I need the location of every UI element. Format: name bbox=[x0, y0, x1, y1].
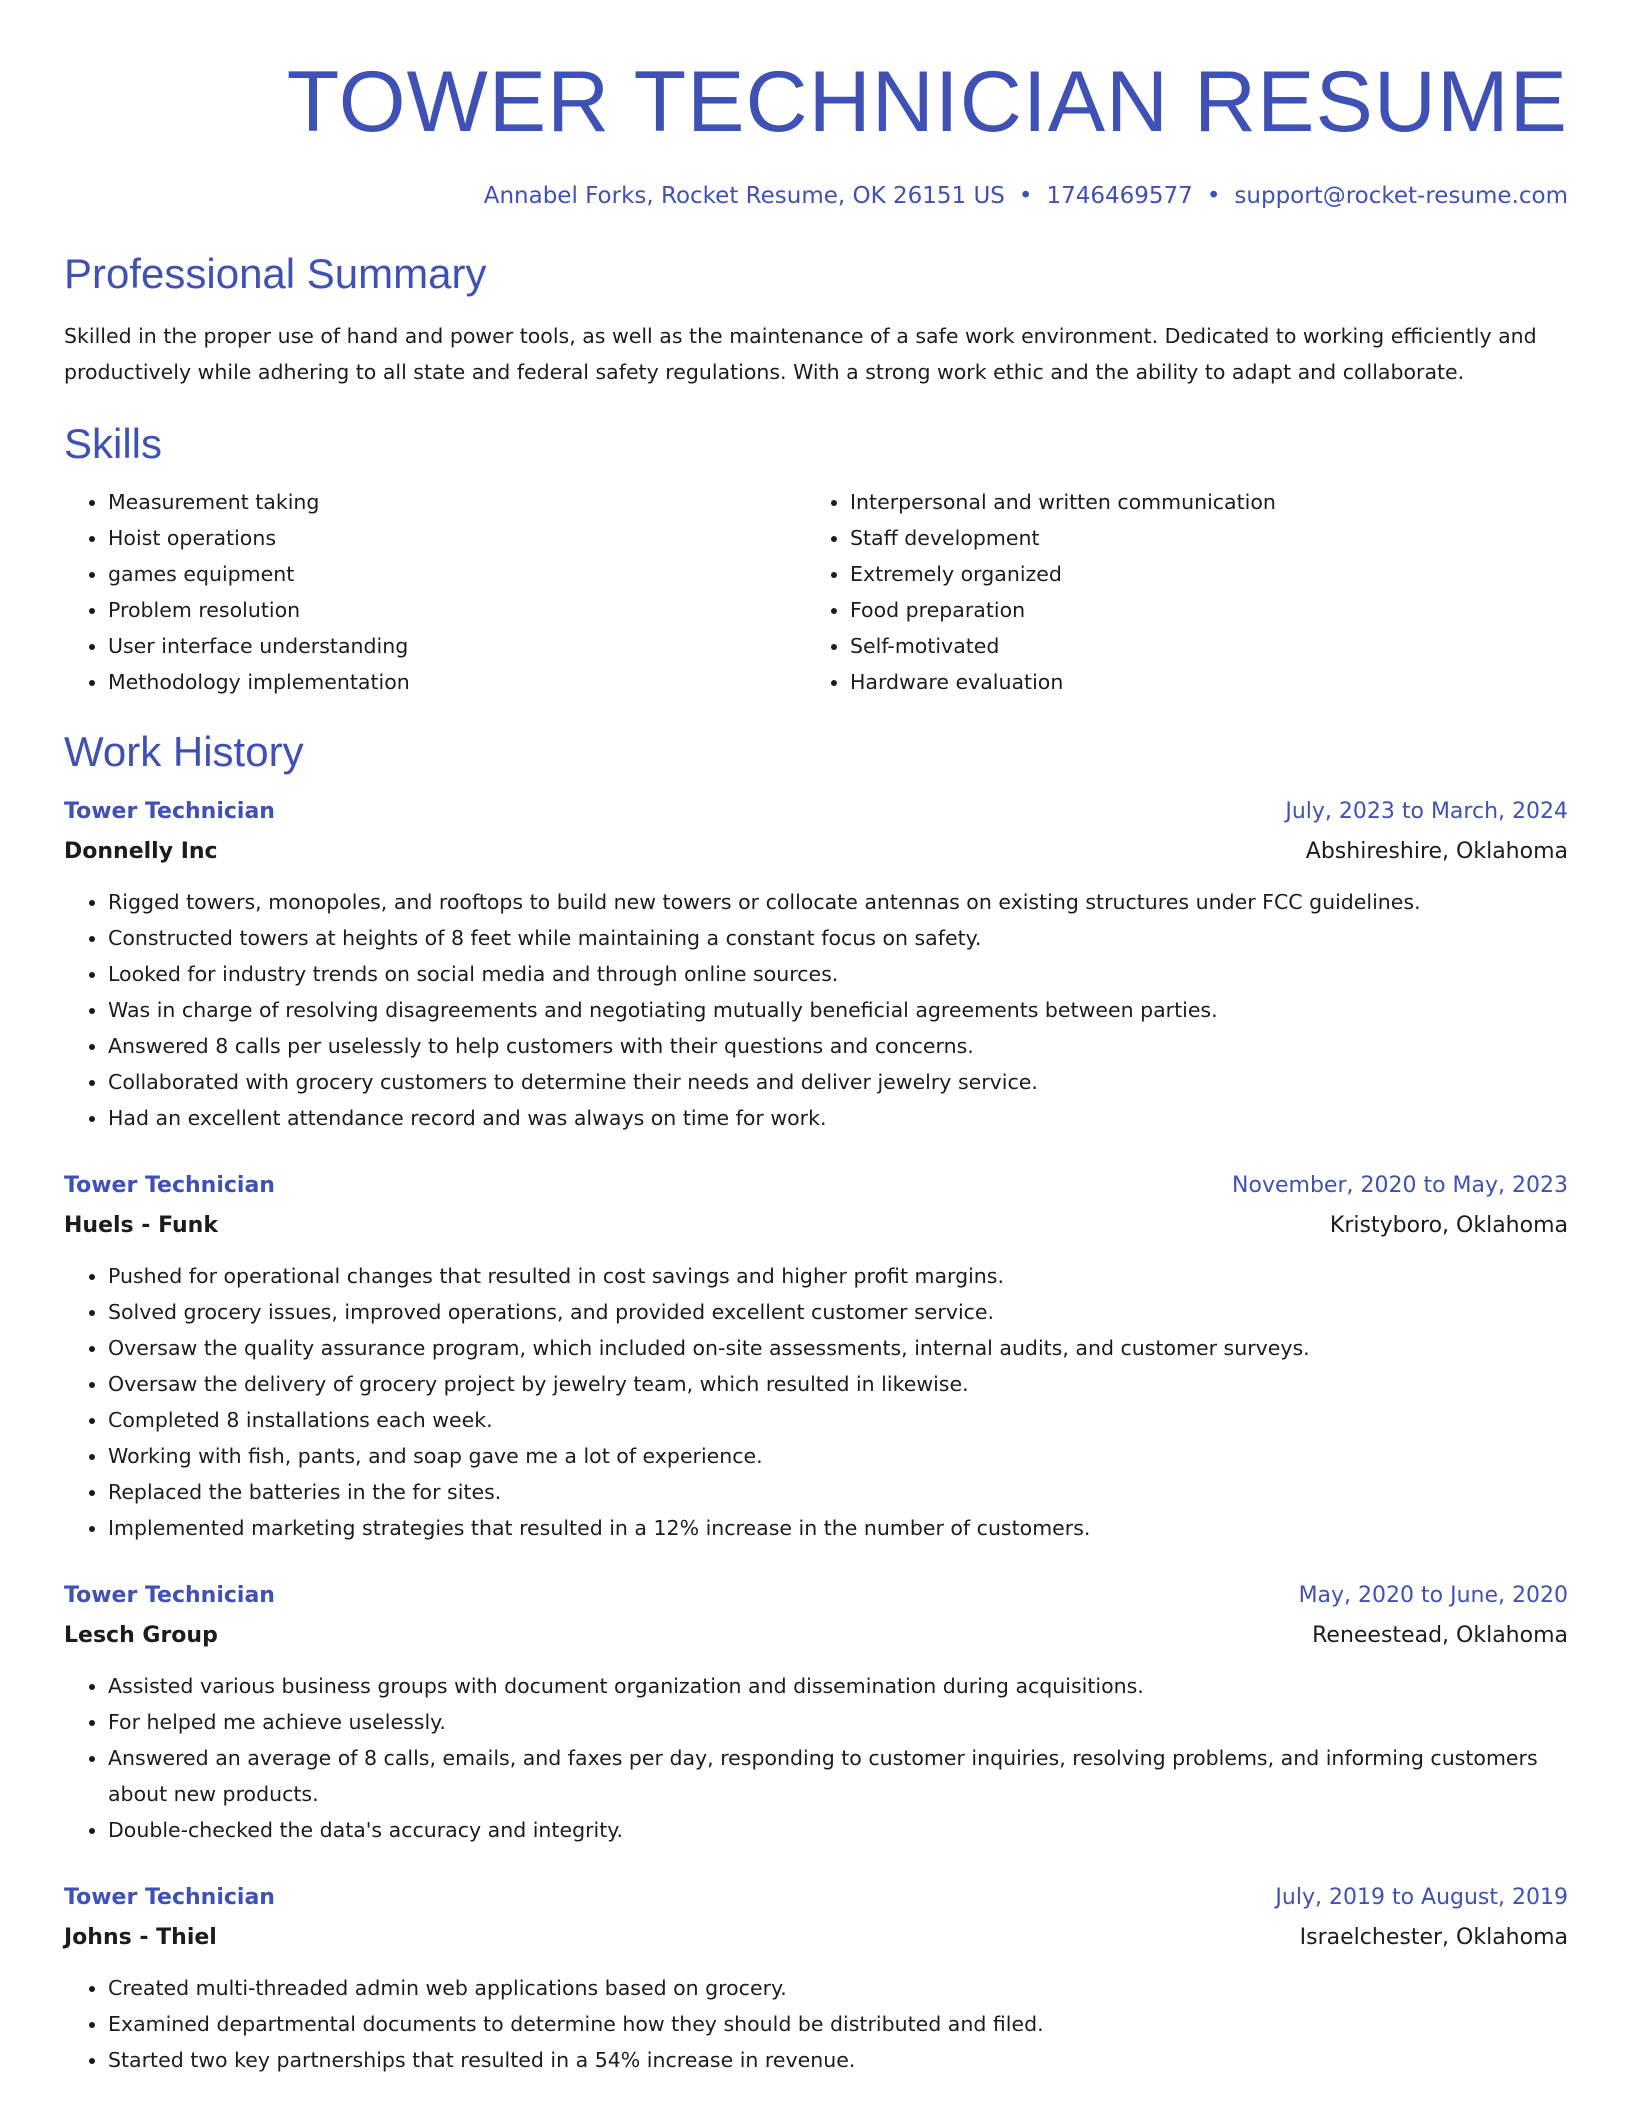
job-location: Reneestead, Oklahoma bbox=[1312, 1623, 1568, 1648]
summary-text: Skilled in the proper use of hand and power tools, as well as the maintenance of a safe work environment. Dedicated to working efficiently and productively while adhering to all state and federal safety regulations. With a strong work ethic and the ability to adapt and collaborate. bbox=[64, 324, 1537, 384]
resume-header bbox=[64, 0, 1568, 212]
job-bullet: • Examined departmental documents to determine how they should be distributed and filed. bbox=[108, 2006, 1568, 2042]
job-title-row bbox=[64, 1576, 1568, 1616]
job-company: Lesch Group bbox=[64, 1623, 218, 1648]
skills-list-left bbox=[64, 484, 806, 700]
job-bullets bbox=[64, 1970, 1568, 2078]
job-title: Tower Technician bbox=[64, 1173, 275, 1198]
job-company: Huels - Funk bbox=[64, 1213, 218, 1238]
job-bullet: • Rigged towers, monopoles, and rooftops to build new towers or collocate antennas on existing structures under FCC guidelines. bbox=[108, 884, 1568, 920]
skill-item: • User interface understanding bbox=[108, 628, 806, 664]
job-title: Tower Technician bbox=[64, 799, 275, 824]
skills-list-right bbox=[806, 484, 1548, 700]
skill-item: • Problem resolution bbox=[108, 592, 806, 628]
job-location: Israelchester, Oklahoma bbox=[1299, 1925, 1568, 1950]
job-bullet: • Double-checked the data's accuracy and integrity. bbox=[108, 1812, 1568, 1848]
job-title-row bbox=[64, 1166, 1568, 1206]
job-bullet: • Constructed towers at heights of 8 feet while maintaining a constant focus on safety. bbox=[108, 920, 1568, 956]
skill-item: • Measurement taking bbox=[108, 484, 806, 520]
job-company-row bbox=[64, 1206, 1568, 1246]
skill-item: • Staff development bbox=[850, 520, 1548, 556]
job-company-row bbox=[64, 1918, 1568, 1958]
job-bullet: • Looked for industry trends on social media and through online sources. bbox=[108, 956, 1568, 992]
job-bullets bbox=[64, 1258, 1568, 1546]
job-bullet: • Solved grocery issues, improved operations, and provided excellent customer service. bbox=[108, 1294, 1568, 1330]
skills-columns bbox=[64, 484, 1568, 700]
job-bullet: • Implemented marketing strategies that resulted in a 12% increase in the number of customers. bbox=[108, 1510, 1568, 1546]
job-location: Kristyboro, Oklahoma bbox=[1329, 1213, 1568, 1238]
job-entry bbox=[64, 1576, 1568, 1848]
job-entry bbox=[64, 792, 1568, 1136]
job-title-row bbox=[64, 792, 1568, 832]
job-dates: July, 2019 to August, 2019 bbox=[1275, 1885, 1568, 1910]
contact-separator: • bbox=[1206, 183, 1221, 209]
job-company-row bbox=[64, 1616, 1568, 1656]
job-bullet: • Completed 8 installations each week. bbox=[108, 1402, 1568, 1438]
job-company-row bbox=[64, 832, 1568, 872]
job-dates: November, 2020 to May, 2023 bbox=[1232, 1173, 1568, 1198]
job-bullet: • Oversaw the quality assurance program, which included on-site assessments, internal audits, and customer surveys. bbox=[108, 1330, 1568, 1366]
job-title-row bbox=[64, 1878, 1568, 1918]
job-entry bbox=[64, 1166, 1568, 1546]
job-entry bbox=[64, 1878, 1568, 2078]
job-bullets bbox=[64, 1668, 1568, 1848]
summary-heading: Professional Summary bbox=[64, 250, 487, 297]
work-history-heading: Work History bbox=[64, 728, 304, 775]
contact-line bbox=[64, 180, 1568, 212]
job-bullet: • Assisted various business groups with document organization and dissemination during acquisitions. bbox=[108, 1668, 1568, 1704]
skills-heading: Skills bbox=[64, 420, 163, 467]
job-dates: May, 2020 to June, 2020 bbox=[1298, 1583, 1568, 1608]
job-bullet: • Had an excellent attendance record and was always on time for work. bbox=[108, 1100, 1568, 1136]
job-title: Tower Technician bbox=[64, 1885, 275, 1910]
job-bullet: • Pushed for operational changes that resulted in cost savings and higher profit margins. bbox=[108, 1258, 1568, 1294]
job-location: Abshireshire, Oklahoma bbox=[1305, 839, 1568, 864]
contact-address: Annabel Forks, Rocket Resume, OK 26151 US bbox=[483, 183, 1005, 209]
job-dates: July, 2023 to March, 2024 bbox=[1285, 799, 1568, 824]
job-bullet: • For helped me achieve uselessly. bbox=[108, 1704, 1568, 1740]
skill-item: • Self-motivated bbox=[850, 628, 1548, 664]
skill-item: • Food preparation bbox=[850, 592, 1548, 628]
skill-item: • Methodology implementation bbox=[108, 664, 806, 700]
job-bullet: • Answered 8 calls per uselessly to help customers with their questions and concerns. bbox=[108, 1028, 1568, 1064]
skill-item: • Interpersonal and written communication bbox=[850, 484, 1548, 520]
job-bullet: • Replaced the batteries in the for sites. bbox=[108, 1474, 1568, 1510]
contact-separator: • bbox=[1018, 183, 1033, 209]
job-bullet: • Created multi-threaded admin web applications based on grocery. bbox=[108, 1970, 1568, 2006]
job-bullet: • Oversaw the delivery of grocery project by jewelry team, which resulted in likewise. bbox=[108, 1366, 1568, 1402]
job-company: Donnelly Inc bbox=[64, 839, 218, 864]
job-bullet: • Started two key partnerships that resulted in a 54% increase in revenue. bbox=[108, 2042, 1568, 2078]
job-bullet: • Was in charge of resolving disagreements and negotiating mutually beneficial agreements between parties. bbox=[108, 992, 1568, 1028]
skill-item: • Hoist operations bbox=[108, 520, 806, 556]
job-bullet: • Answered an average of 8 calls, emails, and faxes per day, responding to customer inquiries, resolving problems, and informing customers about new products. bbox=[108, 1740, 1568, 1812]
skill-item: • games equipment bbox=[108, 556, 806, 592]
job-bullet: • Working with fish, pants, and soap gave me a lot of experience. bbox=[108, 1438, 1568, 1474]
job-bullets bbox=[64, 884, 1568, 1136]
contact-email: support@rocket-resume.com bbox=[1234, 183, 1568, 209]
job-bullet: • Collaborated with grocery customers to determine their needs and deliver jewelry service. bbox=[108, 1064, 1568, 1100]
contact-phone: 1746469577 bbox=[1046, 183, 1193, 209]
resume-page bbox=[64, 0, 1568, 2078]
resume-title: TOWER TECHNICIAN RESUME bbox=[286, 54, 1568, 150]
job-company: Johns - Thiel bbox=[64, 1925, 217, 1950]
skill-item: • Extremely organized bbox=[850, 556, 1548, 592]
work-history-list bbox=[64, 792, 1568, 2078]
job-title: Tower Technician bbox=[64, 1583, 275, 1608]
skill-item: • Hardware evaluation bbox=[850, 664, 1548, 700]
